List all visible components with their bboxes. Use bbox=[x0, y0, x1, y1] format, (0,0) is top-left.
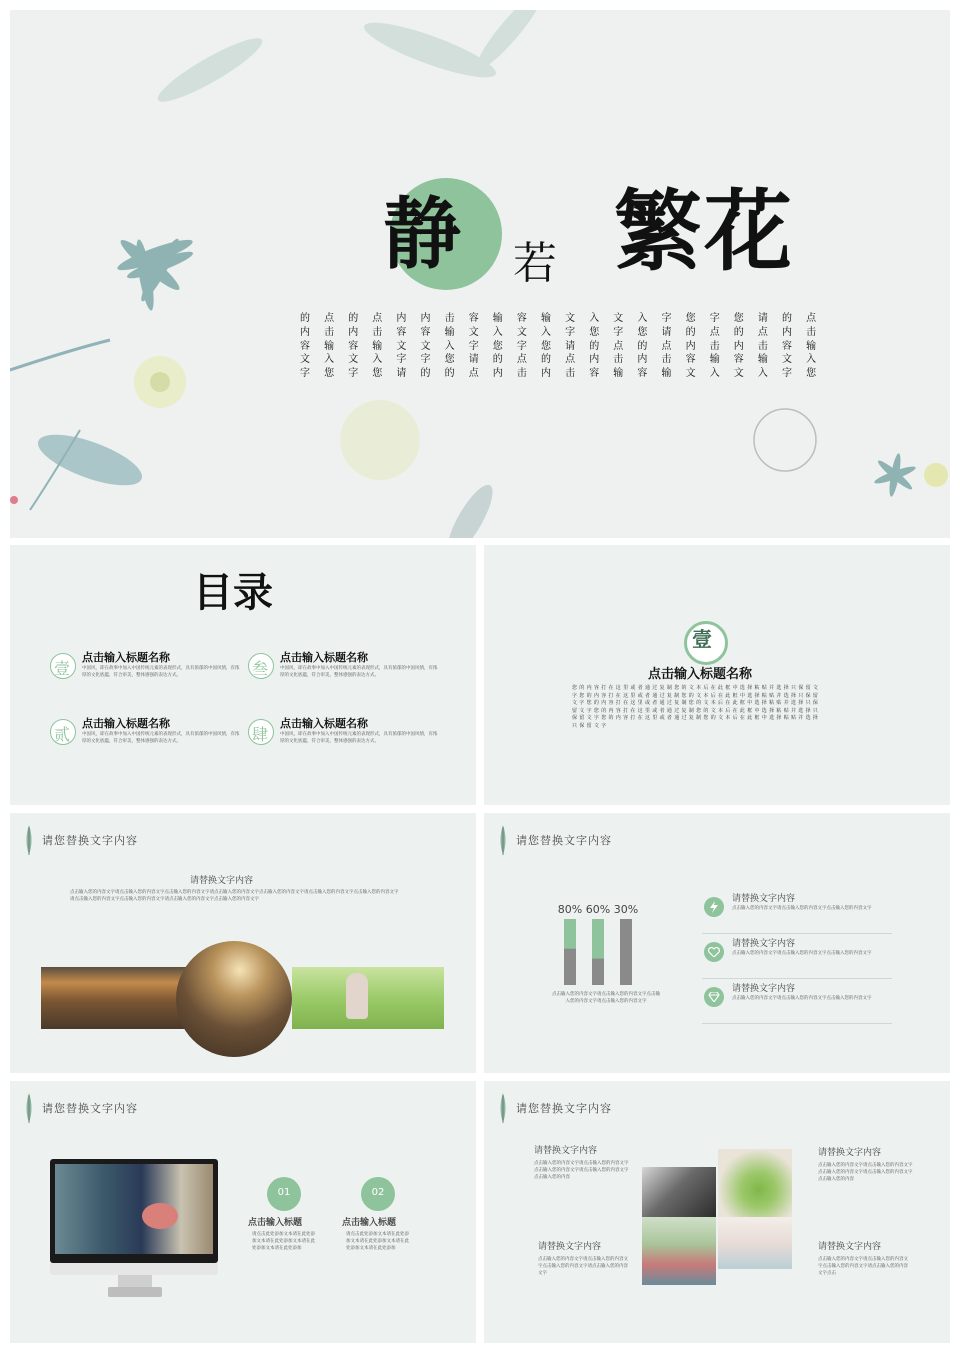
step-desc: 请点击此处添加文本请在此处添加文本请在此处添加文本请在此处添加文本请在此处添加 bbox=[252, 1232, 315, 1251]
feature-item[interactable] bbox=[702, 981, 892, 1024]
toc-num: 壹 bbox=[54, 659, 71, 678]
title-char-2: 若 bbox=[513, 238, 557, 289]
feature-item[interactable] bbox=[702, 891, 892, 934]
cover-body bbox=[300, 312, 840, 381]
landscape-photo-right bbox=[292, 967, 444, 1029]
slide-header bbox=[20, 825, 138, 855]
text-block-desc: 点击输入您的内容文字请点击输入您的内容文字点击输入您的内容文字请点击输入您的内容文字 bbox=[538, 1257, 628, 1276]
cover-slide bbox=[10, 10, 950, 538]
text-block bbox=[818, 1145, 914, 1183]
toc-slide bbox=[10, 545, 476, 805]
toc-num: 肆 bbox=[252, 725, 269, 744]
text-block-title: 请替换文字内容 bbox=[534, 1146, 598, 1156]
toc-item-title: 点击输入标题名称 bbox=[280, 717, 368, 730]
flowers-photo bbox=[718, 1217, 792, 1269]
text-block bbox=[534, 1143, 630, 1181]
cover-body-line: 内击内击容容输文入文入字您字您请的点的点内击 bbox=[300, 326, 831, 338]
car-photo bbox=[642, 1217, 716, 1285]
bar-value-label: 80% bbox=[557, 903, 583, 916]
slide-header bbox=[494, 825, 612, 855]
slide-header bbox=[494, 1093, 612, 1123]
step-desc: 请点击此处添加文本请在此处添加文本请在此处添加文本请在此处添加文本请在此处添加 bbox=[346, 1232, 409, 1251]
title-char-1: 静 bbox=[383, 190, 462, 280]
monitor-chin bbox=[50, 1263, 218, 1275]
chart-caption: 点击输入您的内容文字请点击输入您的内容文字点击输入您的内容文字请点击输入您的内容文字 bbox=[552, 992, 660, 1004]
toc-item-title: 点击输入标题名称 bbox=[82, 651, 170, 664]
leaf-icon bbox=[20, 1093, 38, 1123]
section-slide bbox=[484, 545, 950, 805]
slide-header-text: 请您替换文字内容 bbox=[42, 834, 138, 847]
feature-item[interactable] bbox=[702, 936, 892, 979]
step-num: 01 bbox=[277, 1187, 291, 1198]
heart-icon bbox=[708, 947, 720, 957]
text-block-title: 请替换文字内容 bbox=[818, 1148, 882, 1158]
text-block-desc: 点击输入您的内容文字请点击输入您的内容文字点击输入您的内容文字请点击输入您的内容文字点击输入您的内容 bbox=[818, 1163, 913, 1182]
toc-item-desc: 中国风，即在故事中加入中国传统元素的表现形式，具有浓郁的中国风情，有浓厚的文化底蕴，符合审美，整体感强的表达方式。 bbox=[82, 732, 240, 744]
text-block-title: 请替换文字内容 bbox=[818, 1242, 882, 1252]
toc-num: 叁 bbox=[252, 659, 269, 678]
toc-num: 贰 bbox=[54, 725, 71, 744]
toc-title: 目录 bbox=[193, 570, 273, 616]
monitor-slide bbox=[10, 1081, 476, 1343]
landscape-photo-left bbox=[41, 967, 186, 1029]
feature-desc: 点击输入您的内容文字请点击输入您的内容文字点击输入您的内容文字 bbox=[732, 951, 872, 956]
bar-remainder bbox=[564, 949, 576, 985]
text-block-desc: 点击输入您的内容文字请点击输入您的内容文字点击输入您的内容文字请点击输入您的内容文字点击输入您的内容 bbox=[534, 1161, 629, 1180]
section-body: 您的内容打在这里或者通过复制您的文本后在此框中选择粘贴并选择只保留文字您的内容打在这里或者通过复制您的文本后在此框中选择粘贴并选择只保留文字您的内容打在这里或者通过复制您的文本后在此框中选择粘贴并选择只保留文字您的内容打在这里或者通过复制您的文本后在此框中选择粘贴并选择只保留文字您的内容打在这里或者通过复制您的文本后在此框中选择粘贴并选择只保留文字 bbox=[572, 685, 821, 729]
slide-header-text: 请您替换文字内容 bbox=[42, 1102, 138, 1115]
text-block bbox=[818, 1239, 908, 1277]
toc-item-desc: 中国风，即在故事中加入中国传统元素的表现形式，具有浓郁的中国风情，有浓厚的文化底蕴，符合审美，整体感强的表达方式。 bbox=[82, 666, 240, 678]
cover-body-line: 容输容输文文入字您字您请的点的点内击内击容输 bbox=[300, 340, 831, 352]
bar-value-label: 30% bbox=[613, 903, 639, 916]
bar bbox=[592, 919, 604, 959]
slide3-body: 点击输入您的内容文字请点击输入您的内容文字点击输入您的内容文字请点击输入您的内容文字点击输入您的内容文字请点击输入您的内容文字点击输入您的内容文字请点击输入您的内容文字点击输入您的内容文字请点击输入您的内容文字点击输入您的内容文字 bbox=[70, 890, 399, 902]
toc-item-desc: 中国风，即在故事中加入中国传统元素的表现形式，具有浓郁的中国风情，有浓厚的文化底蕴，符合审美，整体感强的表达方式。 bbox=[280, 666, 438, 678]
slide-header bbox=[20, 1093, 138, 1123]
slide3-subtitle: 请替换文字内容 bbox=[190, 876, 254, 886]
title-char-3: 繁花 bbox=[614, 180, 795, 283]
leaf-icon bbox=[20, 825, 38, 855]
text-block bbox=[538, 1239, 628, 1277]
bar-value-label: 60% bbox=[585, 903, 611, 916]
feature-desc: 点击输入您的内容文字请点击输入您的内容文字点击输入您的内容文字 bbox=[732, 996, 872, 1001]
leaf-icon bbox=[494, 1093, 512, 1123]
chart-slide bbox=[484, 813, 950, 1073]
leaf-icon bbox=[494, 825, 512, 855]
step-num: 02 bbox=[371, 1187, 385, 1198]
monitor-screen-photo bbox=[55, 1164, 213, 1254]
toc-item-title: 点击输入标题名称 bbox=[280, 651, 368, 664]
section-num: 壹 bbox=[692, 627, 712, 651]
cover-body-line: 字您字您请的的点内击内击容输容输文入文入字您 bbox=[300, 368, 831, 380]
bar-remainder bbox=[592, 962, 604, 985]
feature-title: 请替换文字内容 bbox=[732, 894, 796, 904]
girl-in-field-figure bbox=[346, 973, 368, 1019]
step-title: 点击输入标题 bbox=[248, 1218, 303, 1228]
photo-slide bbox=[10, 813, 476, 1073]
slide-header-text: 请您替换文字内容 bbox=[516, 1102, 612, 1115]
cover-body-line: 的点的点内内击容输容输文入文入字您字您请的点 bbox=[300, 313, 831, 324]
text-block-title: 请替换文字内容 bbox=[538, 1242, 602, 1252]
flower-bouquet bbox=[142, 1203, 178, 1229]
guitar-photo bbox=[642, 1167, 716, 1217]
feature-title: 请替换文字内容 bbox=[732, 939, 796, 949]
bar-remainder bbox=[620, 919, 632, 961]
street-photo-circle bbox=[176, 941, 292, 1057]
feature-desc: 点击输入您的内容文字请点击输入您的内容文字点击输入您的内容文字 bbox=[732, 906, 872, 911]
collage-slide bbox=[484, 1081, 950, 1343]
monitor-base bbox=[108, 1287, 162, 1297]
diamond-icon bbox=[708, 992, 720, 1002]
toc-item-desc: 中国风，即在故事中加入中国传统元素的表现形式，具有浓郁的中国风情，有浓厚的文化底蕴，符合审美，整体感强的表达方式。 bbox=[280, 732, 438, 744]
feature-title: 请替换文字内容 bbox=[732, 984, 796, 994]
step-title: 点击输入标题 bbox=[342, 1218, 397, 1228]
plant-photo bbox=[718, 1149, 792, 1217]
section-title: 点击输入标题名称 bbox=[648, 667, 753, 682]
bar-chart bbox=[554, 893, 654, 993]
cover-body-line: 文入文入字字您请的点的点内击内击容输容输文入 bbox=[300, 354, 831, 366]
text-block-desc: 点击输入您的内容文字请点击输入您的内容文字点击输入您的内容文字请点击输入您的内容文字点击 bbox=[818, 1257, 908, 1276]
toc-item-title: 点击输入标题名称 bbox=[82, 717, 170, 730]
lightning-icon bbox=[709, 901, 719, 913]
slide-header-text: 请您替换文字内容 bbox=[516, 834, 612, 847]
